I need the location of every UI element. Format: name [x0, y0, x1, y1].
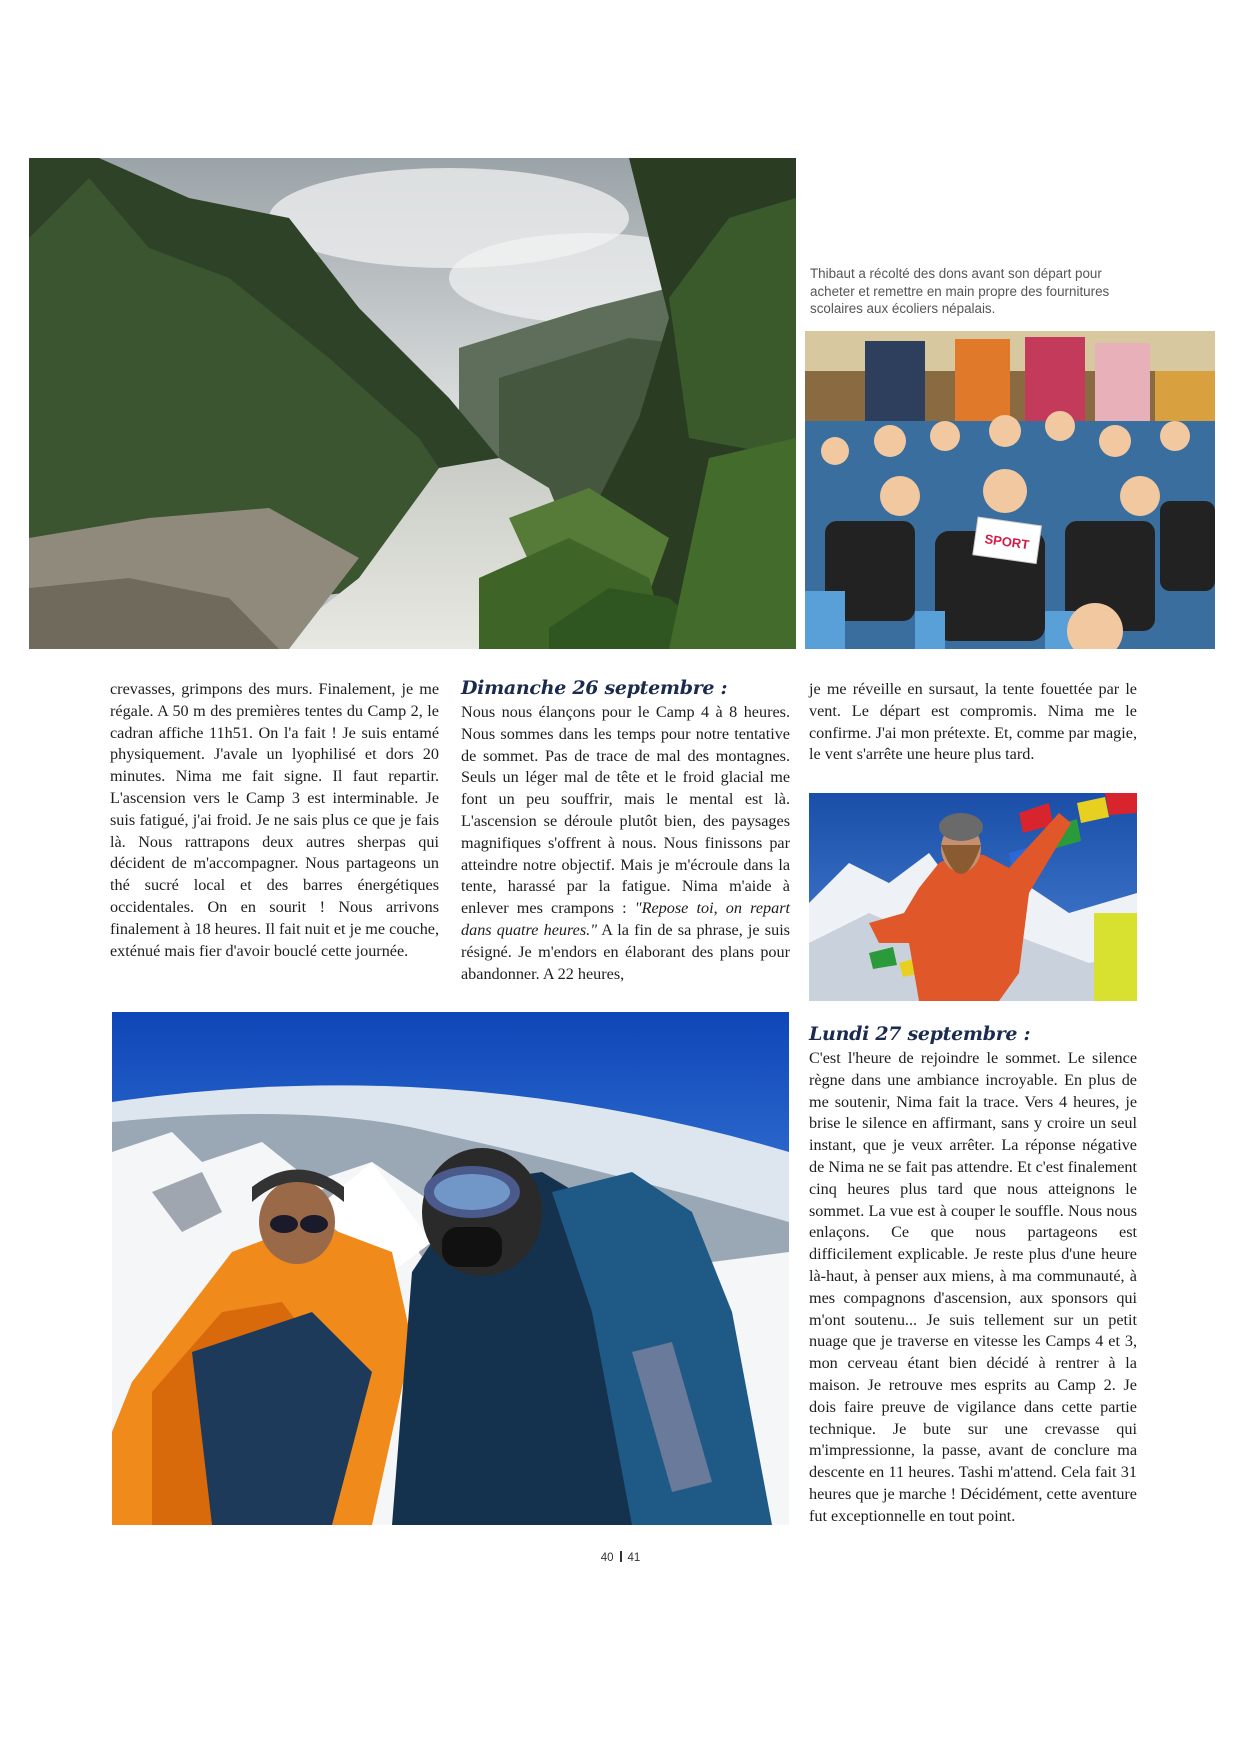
heading-day: Dimanche [461, 677, 566, 699]
heading-date: 27 septembre : [869, 1023, 1031, 1045]
body-text [461, 702, 790, 985]
summit-selfie-photo [112, 1012, 789, 1525]
section-heading-dimanche [461, 676, 790, 700]
page-numbers [0, 1551, 1241, 1564]
schoolchildren-photo [805, 331, 1215, 649]
text-column-2 [461, 676, 790, 985]
heading-date: 26 septembre : [566, 677, 728, 699]
text-column-3 [809, 679, 1137, 766]
page-number-separator [620, 1551, 622, 1562]
page-number-right: 41 [627, 1552, 641, 1564]
page-number-left: 40 [600, 1552, 614, 1564]
body-text: C'est l'heure de rejoindre le sommet. Le silence règne dans une ambiance incroyable. En plus de me soutenir, Nima fait la trace. Vers 4 heures, je brise le silence en affirmant, sans y croire un seul instant, que je veux arrêter. La réponse négative de Nima ne se fait pas attendre. Et c'est finalement cinq heures plus tard que nous atteignons le sommet. La vue est à couper le souffle. Nous nous enlaçons. Ce que nous partageons est difficilement explicable. Je reste plus d'une heure là-haut, à penser aux miens, à ma communauté, à mes compagnons d'ascension, aux sponsors qui m'ont soutenu... Je suis tellement sur un petit nuage que je traverse en vitesse les Camps 4 et 3, mon cerveau étant bien décidé à rentrer à la maison. Je retrouve mes esprits au Camp 2. Je dois faire preuve de vigilance dans cette partie technique. Je bute sur une crevasse qui m'impressionne, la passe, avant de conclure ma descente en 11 heures. Tashi m'attend. Cela fait 31 heures que je marche ! Décidément, cette aventure fut exceptionnelle en tout point. [809, 1049, 1137, 1525]
body-text: je me réveille en sursaut, la tente fouettée par le vent. Le départ est compromis. Nima me le confirme. J'ai mon prétexte. Et, comme par magie, le vent s'arrête une heure plus tard. [809, 680, 1137, 764]
summit-flags-photo [809, 793, 1137, 1001]
river-valley-photo [29, 158, 796, 649]
sponsor-sign: SPORT [983, 531, 1031, 553]
body-text-part: Nous nous élançons pour le Camp 4 à 8 heures. Nous sommes dans les temps pour notre tentative de sommet. Pas de trace de mal des montagnes. Seuls un léger mal de tête et le froid glacial me font un peu souffrir, mais le mental est là. L'ascension se déroule plutôt bien, des paysages magnifiques s'offrent à nous. Nous finissons par atteindre notre objectif. Mais je m'écroule dans la tente, harassé par la fatigue. Nima m'aide à enlever mes crampons : [461, 703, 790, 918]
text-column-1 [110, 679, 439, 962]
heading-day: Lundi [809, 1023, 869, 1045]
text-column-4 [809, 1022, 1137, 1528]
section-heading-lundi [809, 1022, 1137, 1046]
quote-text: "Repose toi, on repart dans quatre heures." [461, 899, 790, 939]
photo-caption: Thibaut a récolté des dons avant son départ pour acheter et remettre en main propre des fournitures scolaires aux écoliers népalais. [810, 266, 1110, 316]
body-text: crevasses, grimpons des murs. Finalement, je me régale. A 50 m des premières tentes du Camp 2, le cadran affiche 11h51. On l'a fait ! Je suis entamé physiquement. J'avale un lyophilisé et dors 20 minutes. Nima me fait signe. Il faut repartir. L'ascension vers le Camp 3 est interminable. Je suis fatigué, j'ai froid. Je ne sais plus ce que je fais là. Nous rattrapons deux autres sherpas qui décident de m'accompagner. Nous partageons un thé sucré local et des barres énergétiques occidentales. On en sourit ! Nous arrivons finalement à 18 heures. Il fait nuit et je me couche, exténué mais fier d'avoir bouclé cette journée. [110, 680, 440, 960]
body-text-part: A la fin de sa phrase, je suis résigné. Je m'endors en élaborant des plans pour abandonner. A 22 heures, [461, 920, 790, 983]
